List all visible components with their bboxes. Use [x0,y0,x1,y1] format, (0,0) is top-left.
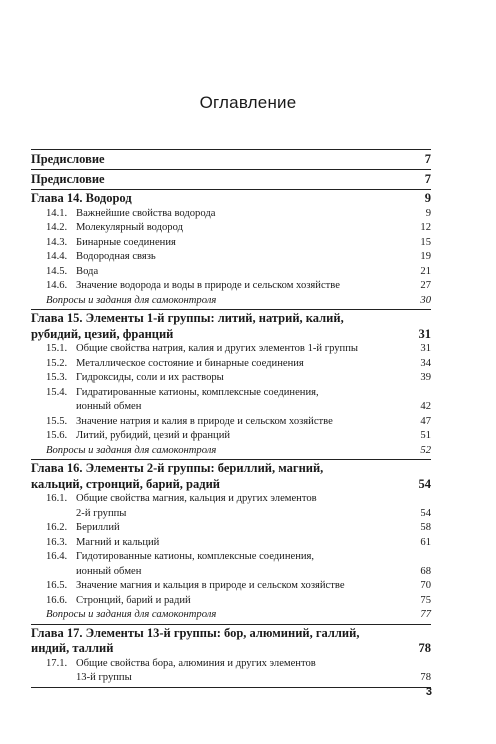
section-page: 42 [420,401,431,412]
toc-questions [31,294,431,309]
toc-questions [31,444,431,459]
section-title: Значение натрия и калия в природе и сельском хозяйстве [76,415,333,427]
section-title: Значение магния и кальция в природе и сельском хозяйстве [76,580,345,591]
section-title: Молекулярный водород [76,222,183,233]
section-page: 61 [420,536,431,548]
questions-title: Вопросы и задания для самоконтроля [46,444,217,456]
section-page: 70 [420,580,431,591]
toc-section-cont [31,507,431,522]
questions-page: 77 [420,609,431,620]
section-number: 14.3. [46,236,68,248]
entry-title: Предисловие [31,172,105,186]
chapter-title: Глава 15. Элементы 1-й группы: литий, натрий, калий, [31,311,344,325]
chapter-page: 9 [424,191,431,205]
section-number: 16.5. [46,580,68,591]
section-title: Общие свойства магния, кальция и других элементов [76,493,317,504]
toc-section [31,521,431,536]
toc-section [31,236,431,251]
toc-chapter-17 [31,625,431,687]
section-title: Значение водорода и воды в природе и сельском хозяйстве [76,280,340,291]
section-number: 14.2. [46,222,68,233]
toc-section [31,279,431,294]
toc-section [31,657,431,672]
toc-chapter-15 [31,310,431,459]
questions-title: Вопросы и задания для самоконтроля [46,294,217,306]
toc-chapter-16 [31,460,431,624]
toc-section-cont [31,671,431,686]
toc-heading: Оглавление [199,93,297,112]
section-title: Стронций, барий и радий [76,594,191,606]
entry-page: 7 [424,152,431,166]
section-number: 15.6. [46,430,68,441]
section-page: 34 [420,357,431,369]
section-title: Бериллий [76,522,120,533]
section-number: 16.2. [46,522,68,533]
toc-chapter-14 [31,190,431,309]
section-title-cont: ионный обмен [76,565,142,577]
toc-section [31,536,431,551]
section-page: 54 [420,507,431,519]
section-title: Водородная связь [76,251,156,262]
chapter-title: Глава 16. Элементы 2-й группы: бериллий, магний, [31,461,324,475]
chapter-title: Глава 14. Водород [31,191,132,205]
toc-entry-preface-1 [31,150,431,169]
toc-section [31,594,431,609]
section-title: Важнейшие свойства водорода [76,207,216,219]
page-number: 3 [425,686,432,698]
section-number: 16.3. [46,536,68,548]
toc-section [31,250,431,265]
toc-section-cont [31,400,431,415]
section-page: 75 [420,594,431,606]
section-title: Магний и кальций [76,536,160,548]
section-page: 78 [420,672,431,683]
section-title: Гидратированные катионы, комплексные соединения, [76,386,319,398]
toc-section [31,265,431,280]
section-number: 16.6. [46,594,68,606]
section-number: 15.3. [46,372,68,383]
chapter-page: 31 [418,326,431,341]
chapter-title: Глава 17. Элементы 13-й группы: бор, алюминий, галлий, [31,625,360,640]
section-title-cont: 2-й группы [76,507,127,519]
section-number: 14.1. [46,207,68,219]
toc-section [31,371,431,386]
section-number: 14.5. [46,265,68,277]
section-number: 14.6. [46,280,68,291]
section-page: 19 [420,251,431,262]
toc-section [31,342,431,357]
entry-page: 7 [424,172,431,186]
questions-title: Вопросы и задания для самоконтроля [46,609,217,620]
questions-page: 30 [420,294,431,306]
toc-section-cont [31,565,431,580]
entry-title: Предисловие [31,152,105,166]
toc-section [31,207,431,222]
section-page: 51 [420,430,431,441]
section-page: 27 [420,280,431,291]
toc-section [31,579,431,594]
toc-section [31,357,431,372]
section-page: 31 [420,343,431,354]
table-of-contents [31,149,431,688]
section-title: Общие свойства бора, алюминия и других элементов [76,657,316,669]
section-page: 39 [420,372,431,383]
toc-questions [31,608,431,623]
section-title: Вода [76,265,99,277]
section-number: 15.5. [46,415,68,427]
section-number: 15.4. [46,386,68,398]
toc-section [31,415,431,430]
section-page: 58 [420,522,431,533]
section-title: Гидроксиды, соли и их растворы [76,372,224,383]
section-page: 68 [420,565,431,577]
section-title: Гидотированные катионы, комплексные соединения, [76,551,315,562]
section-page: 21 [420,265,431,277]
chapter-page: 78 [418,641,431,655]
toc-section [31,221,431,236]
section-page: 9 [425,207,431,219]
section-number: 16.1. [46,493,68,504]
section-title: Общие свойства натрия, калия и других элементов 1-й группы [76,343,358,354]
toc-section [31,550,431,565]
section-title-cont: 13-й группы [76,672,132,683]
chapter-title-cont: рубидий, цезий, франций [31,326,174,341]
section-number: 17.1. [46,657,68,669]
section-number: 15.1. [46,343,68,354]
section-title: Металлическое состояние и бинарные соединения [76,357,304,369]
toc-entry-preface-2 [31,170,431,189]
section-page: 15 [420,236,431,248]
toc-section [31,386,431,401]
section-page: 12 [420,222,431,233]
chapter-page: 54 [418,476,431,491]
chapter-title-cont: индий, таллий [31,641,114,655]
section-title: Литий, рубидий, цезий и франций [76,430,231,441]
toc-section [31,492,431,507]
section-title: Бинарные соединения [76,236,176,248]
section-title-cont: ионный обмен [76,401,142,412]
chapter-title-cont: кальций, стронций, барий, радий [31,476,220,491]
section-number: 14.4. [46,251,68,262]
section-page: 47 [420,415,431,427]
section-number: 16.4. [46,551,68,562]
questions-page: 52 [420,444,431,456]
toc-section [31,429,431,444]
section-number: 15.2. [46,357,68,369]
